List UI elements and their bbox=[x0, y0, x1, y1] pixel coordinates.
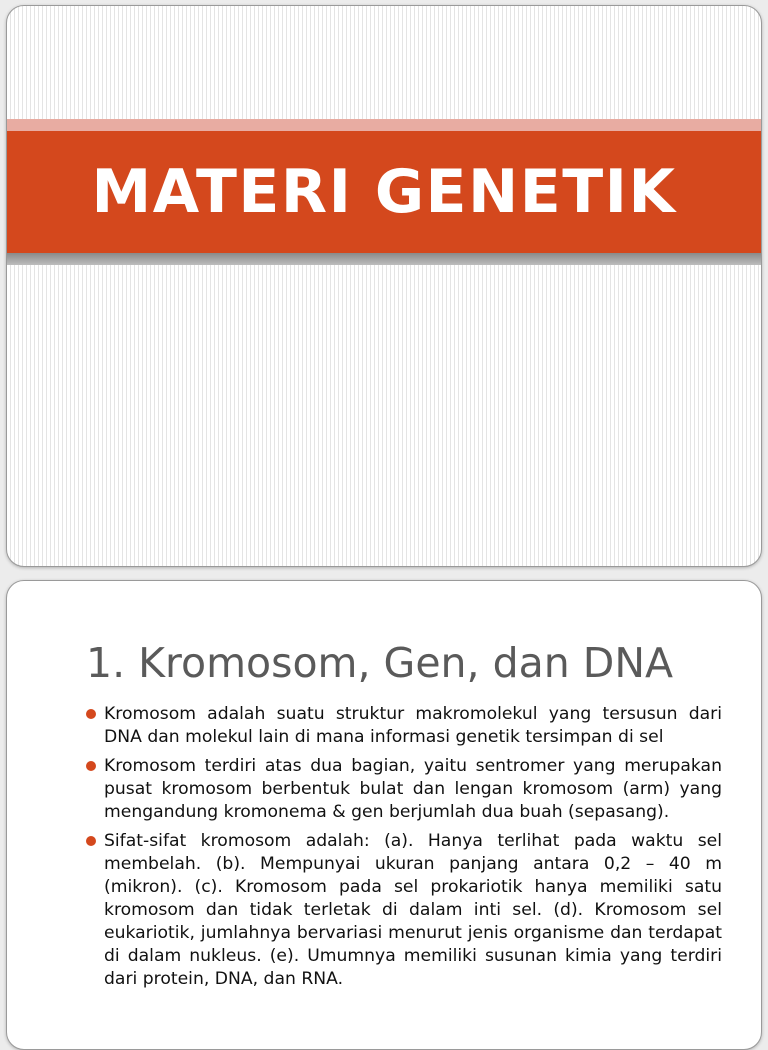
title-band-shadow bbox=[7, 253, 761, 265]
bullet-item bbox=[86, 703, 722, 749]
bullet-text: Kromosom terdiri atas dua bagian, yaitu sentromer yang merupakan pusat kromosom berbentuk bulat dan lengan kromosom (arm) yang mengandung kromonema & gen berjumlah dua buah (sepasang). bbox=[104, 756, 722, 822]
bullet-item bbox=[86, 830, 722, 991]
bullet-text: Kromosom adalah suatu struktur makromolekul yang tersusun dari DNA dan molekul lain di mana informasi genetik tersimpan di sel bbox=[104, 704, 722, 747]
bullet-dot-icon bbox=[86, 761, 96, 771]
title-band bbox=[7, 119, 761, 269]
bullet-dot-icon bbox=[86, 836, 96, 846]
bullet-dot-icon bbox=[86, 709, 96, 719]
content-slide bbox=[6, 580, 762, 1050]
bullet-text: Sifat-sifat kromosom adalah: (a). Hanya terlihat pada waktu sel membelah. (b). Mempunyai ukuran panjang antara 0,2 – 40 m (mikron). (c). Kromosom pada sel prokariotik hanya memiliki satu kromosom dan tidak terletak di dalam inti sel. (d). Kromosom sel eukariotik, jumlahnya bervariasi menurut jenis organisme dan terdapat di dalam nukleus. (e). Umumnya memiliki susunan kimia yang terdiri dari protein, DNA, dan RNA. bbox=[104, 831, 722, 989]
title-slide bbox=[6, 5, 762, 567]
slide-title: MATERI GENETIK bbox=[91, 157, 677, 227]
section-heading: 1. Kromosom, Gen, dan DNA bbox=[86, 639, 674, 687]
bullet-item bbox=[86, 755, 722, 824]
bullet-list bbox=[86, 703, 722, 997]
title-band-top-stripe bbox=[7, 119, 761, 131]
